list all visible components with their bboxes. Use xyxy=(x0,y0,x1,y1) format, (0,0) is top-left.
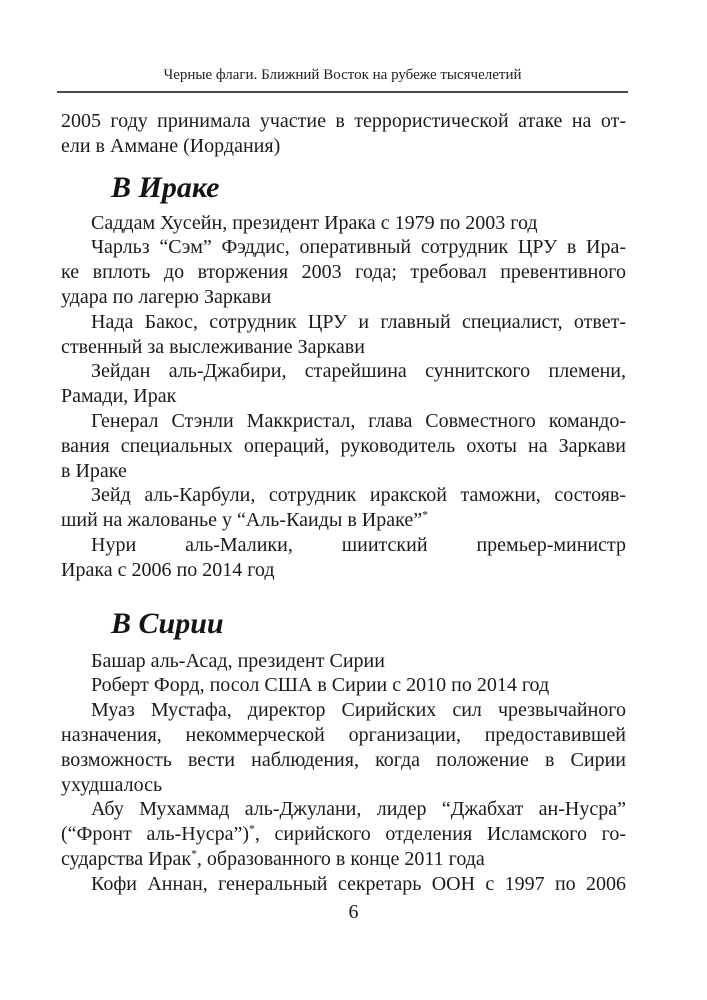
running-header: Черные флаги. Ближний Восток на рубеже тысячелетий xyxy=(163,67,522,83)
iraq-entry-karbouly xyxy=(61,483,626,533)
text-line: Абу Мухаммад аль-Джулани, лидер “Джабхат ан-Нусра” xyxy=(91,798,626,821)
syria-entry-jolani xyxy=(61,797,626,871)
section-heading-iraq: В Ираке xyxy=(111,170,220,204)
text-line: Роберт Форд, посол США в Сирии с 2010 по 2014 год xyxy=(91,674,550,697)
text-line: вания специальных операций, руководитель охоты на Заркави xyxy=(61,434,626,457)
page-content xyxy=(61,109,626,897)
text-line: Кофи Аннан, генеральный секретарь ООН с 1997 по 2006 xyxy=(91,872,626,895)
text-line: ке вплоть до вторжения 2003 года; требовал превентивного xyxy=(61,261,626,284)
text-line: ственный за выслеживание Заркави xyxy=(61,335,365,358)
syria-entry-ford xyxy=(61,673,626,698)
text-line: ели в Аммане (Иордания) xyxy=(61,134,281,157)
syria-entry-moustafa xyxy=(61,698,626,797)
footnote-asterisk: * xyxy=(422,508,428,522)
text-line: Зейдан аль-Джабири, старейшина суннитского племени, xyxy=(91,360,626,383)
text-line: Муаз Мустафа, директор Сирийских сил чрезвычайного xyxy=(91,699,626,722)
iraq-entry-saddam xyxy=(61,211,626,236)
iraq-entry-bakos xyxy=(61,310,626,360)
text-line: (“Фронт аль-Нусра”)*, сирийского отделения Исламского го- xyxy=(61,822,626,846)
text-line: 2005 году принимала участие в террористической атаке на от- xyxy=(61,110,626,132)
text-line: Зейд аль-Карбули, сотрудник иракской таможни, состояв- xyxy=(91,484,626,507)
text-line: возможность вести наблюдения, когда положение в Сирии xyxy=(61,748,626,771)
text-line: Ирака с 2006 по 2014 год xyxy=(61,558,275,581)
text-line: Саддам Хусейн, президент Ирака с 1979 по 2003 год xyxy=(91,211,538,234)
intro-continuation-paragraph xyxy=(61,109,626,159)
iraq-entry-maliki xyxy=(61,533,626,583)
text-line: сударства Ирак*, образованного в конце 2011 года xyxy=(61,847,485,870)
iraq-entry-mcchrystal xyxy=(61,409,626,483)
text-line: в Ираке xyxy=(61,459,127,482)
text-line: Генерал Стэнли Маккристал, глава Совместного командо- xyxy=(91,409,626,432)
text-line: Башар аль-Асад, президент Сирии xyxy=(91,649,385,672)
text-line: удара по лагерю Заркави xyxy=(61,285,272,308)
section-heading-syria: В Сирии xyxy=(111,606,224,640)
page-number: 6 xyxy=(348,901,359,923)
syria-entry-assad xyxy=(61,649,626,674)
text-line: Чарльз “Сэм” Фэддис, оперативный сотрудник ЦРУ в Ира- xyxy=(91,236,626,259)
text-line: ший на жалованье у “Аль-Каиды в Ираке”* xyxy=(61,508,428,532)
header-rule xyxy=(57,91,628,93)
text-line: Нада Бакос, сотрудник ЦРУ и главный специалист, ответ- xyxy=(91,310,626,333)
text-line: Нури аль-Малики, шиитский премьер-министр xyxy=(91,533,626,556)
text-line: ухудшалось xyxy=(61,773,163,796)
footnote-asterisk: * xyxy=(191,847,197,861)
iraq-entry-faddis xyxy=(61,235,626,309)
footnote-asterisk: * xyxy=(249,822,255,836)
text-line: назначения, некоммерческой организации, предоставившей xyxy=(61,723,626,746)
text-line: Рамади, Ирак xyxy=(61,385,177,408)
syria-entry-annan xyxy=(61,872,626,897)
iraq-entry-jabiri xyxy=(61,359,626,409)
